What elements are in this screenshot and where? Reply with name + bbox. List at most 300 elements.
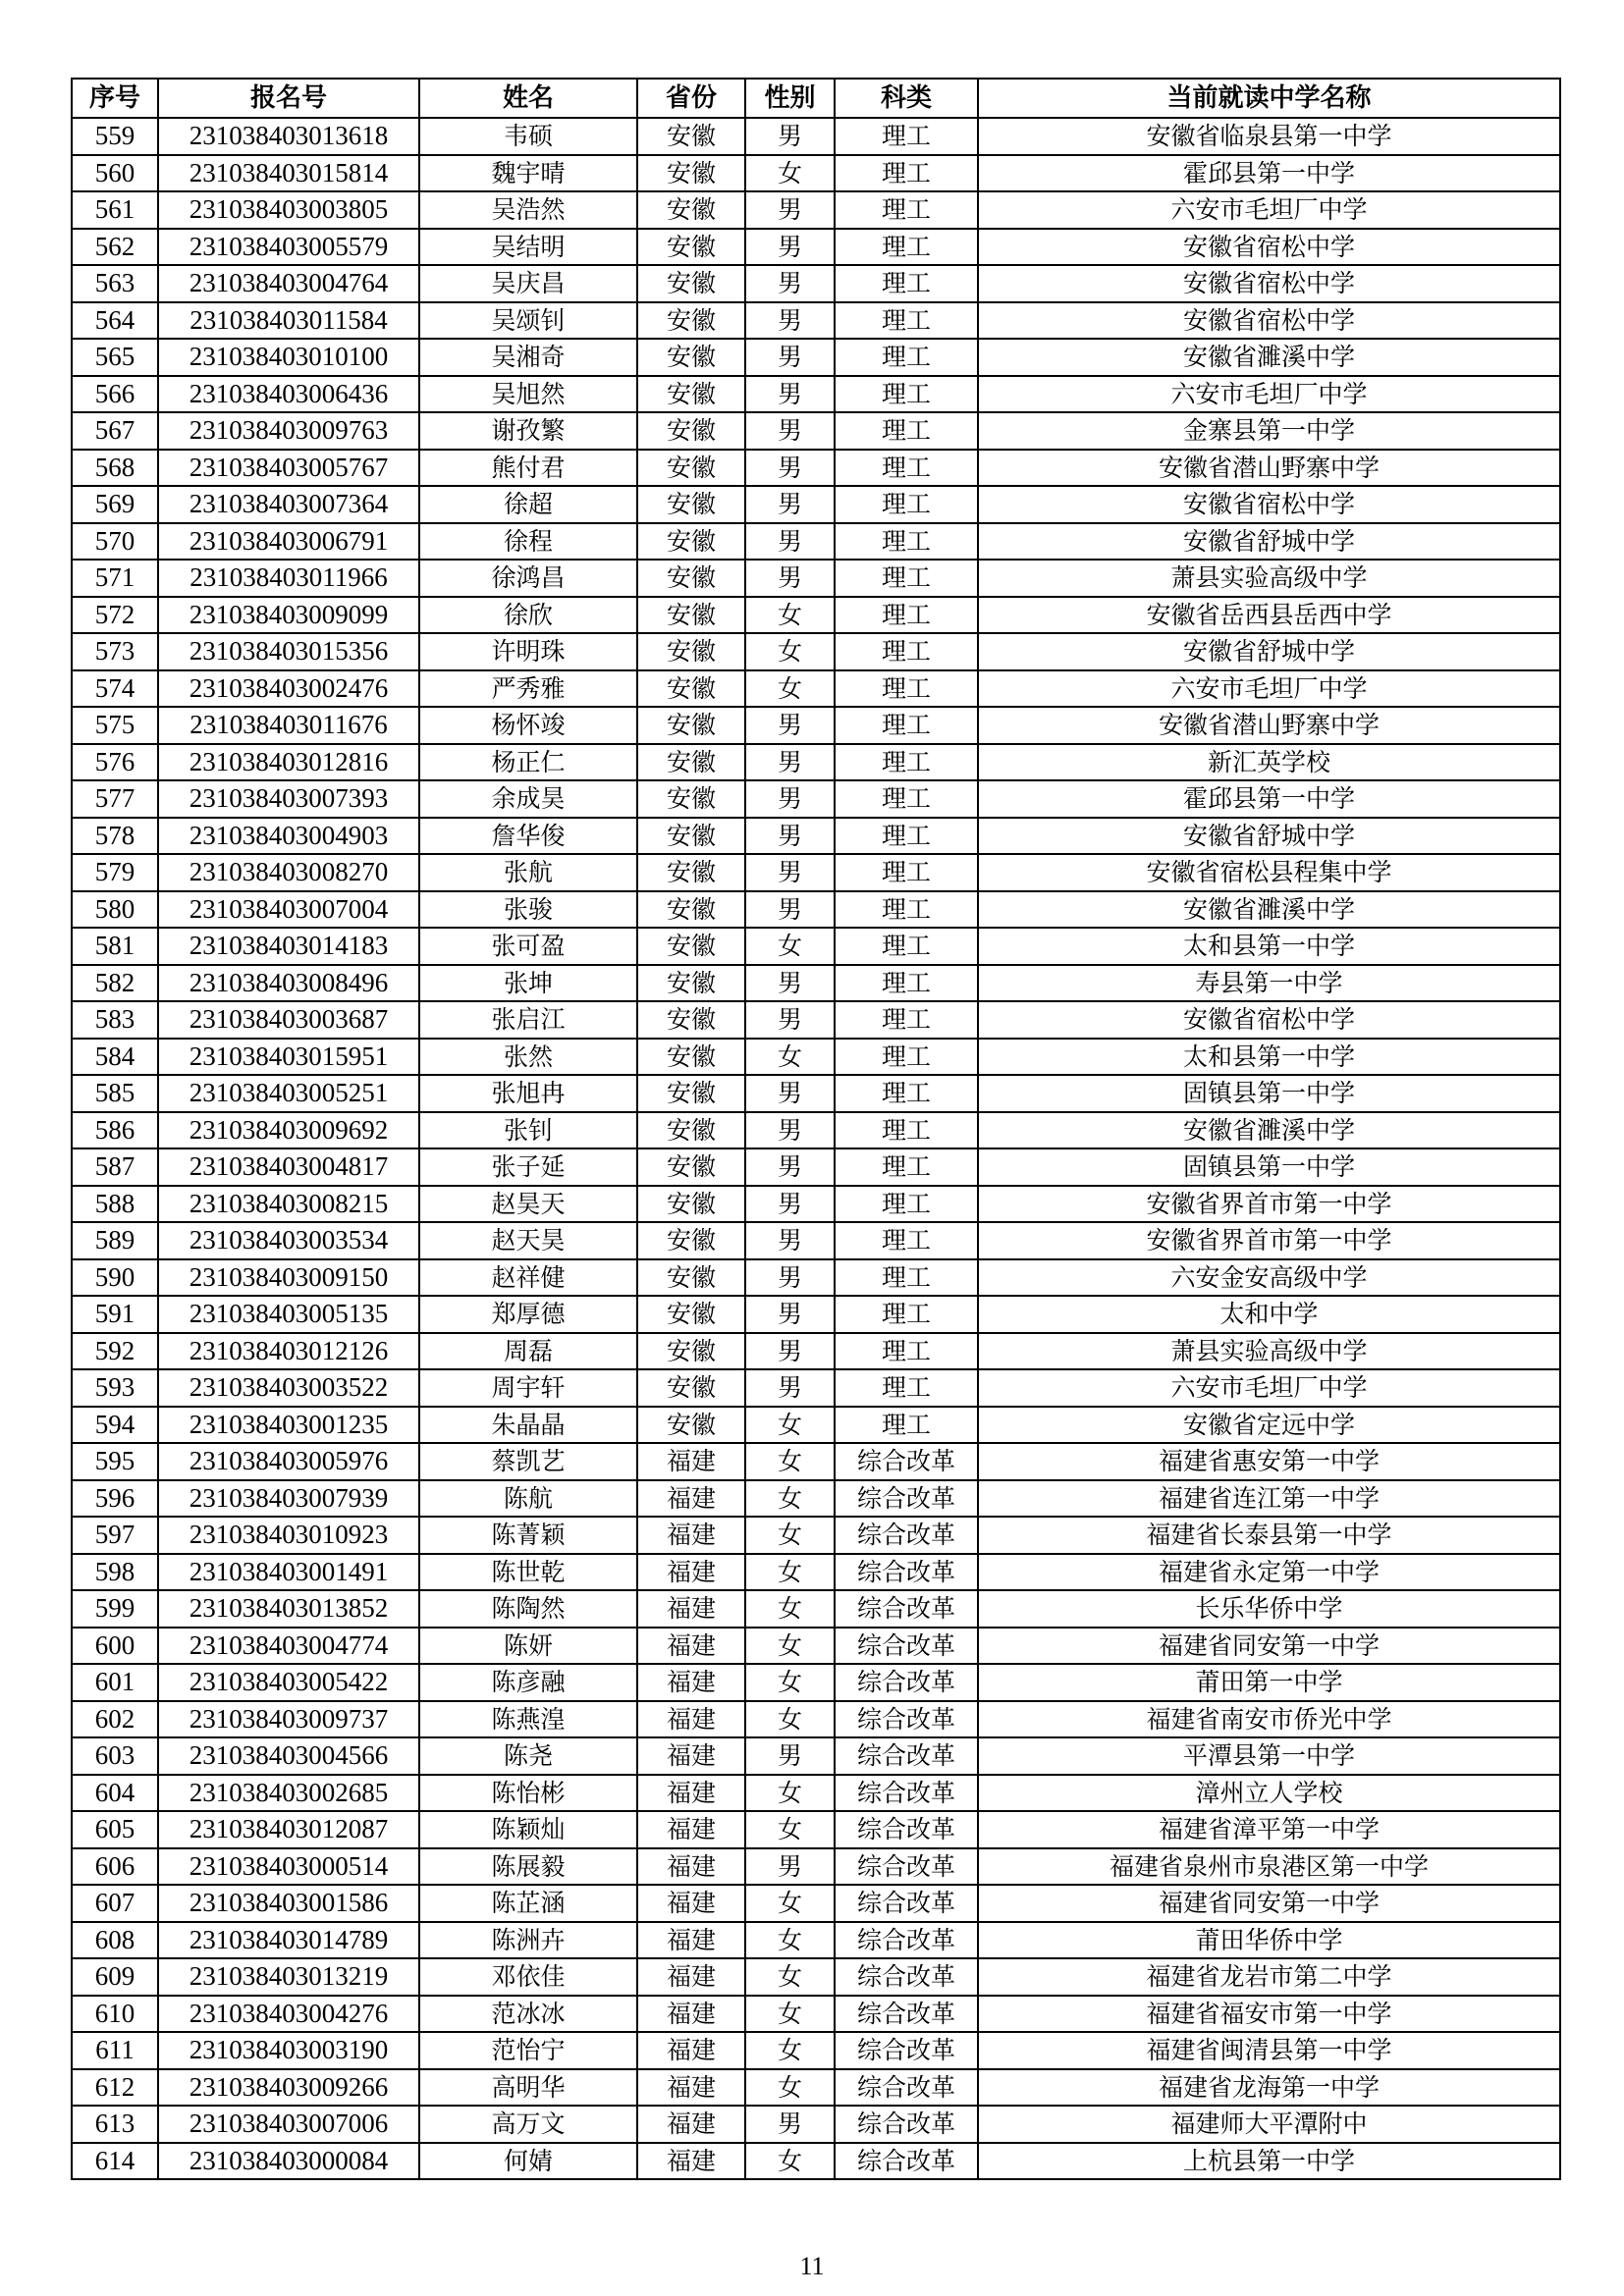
cell-gender: 男 [745,1001,835,1039]
cell-province: 安徽 [637,1001,745,1039]
cell-name: 高明华 [419,2069,637,2107]
cell-subject-category: 理工 [835,450,978,487]
cell-school-name: 六安市毛坦厂中学 [978,670,1560,708]
cell-name: 陈燕湟 [419,1701,637,1738]
cell-school-name: 福建省漳平第一中学 [978,1811,1560,1848]
table-row [72,1517,1560,1554]
cell-name: 陈颖灿 [419,1811,637,1848]
table-row [72,1590,1560,1628]
table-row [72,1001,1560,1039]
cell-serial: 570 [72,523,158,561]
cell-subject-category: 综合改革 [835,1517,978,1554]
cell-school-name: 固镇县第一中学 [978,1075,1560,1112]
table-row [72,1039,1560,1076]
page-number: 11 [799,2252,825,2280]
cell-subject-category: 理工 [835,1148,978,1186]
cell-subject-category: 理工 [835,1075,978,1112]
cell-serial: 604 [72,1775,158,1812]
cell-province: 安徽 [637,633,745,670]
cell-name: 何婧 [419,2143,637,2180]
table-row [72,155,1560,192]
cell-registration-number: 231038403005976 [158,1443,419,1480]
cell-serial: 598 [72,1554,158,1591]
cell-province: 安徽 [637,1369,745,1407]
cell-province: 福建 [637,1885,745,1922]
table-row [72,450,1560,487]
cell-registration-number: 231038403009692 [158,1112,419,1149]
table-row [72,1664,1560,1701]
cell-school-name: 安徽省濉溪中学 [978,891,1560,929]
table-row [72,1075,1560,1112]
cell-registration-number: 231038403004817 [158,1148,419,1186]
cell-serial: 603 [72,1737,158,1775]
cell-gender: 男 [745,744,835,781]
cell-school-name: 安徽省定远中学 [978,1407,1560,1444]
cell-school-name: 福建省惠安第一中学 [978,1443,1560,1480]
cell-subject-category: 理工 [835,1296,978,1333]
table-row [72,780,1560,818]
cell-registration-number: 231038403015814 [158,155,419,192]
cell-province: 福建 [637,1922,745,1959]
cell-serial: 572 [72,597,158,634]
cell-registration-number: 231038403001235 [158,1407,419,1444]
cell-subject-category: 综合改革 [835,1628,978,1665]
cell-subject-category: 综合改革 [835,2106,978,2143]
table-row [72,928,1560,965]
cell-name: 郑厚德 [419,1296,637,1333]
cell-registration-number: 231038403009763 [158,412,419,450]
cell-serial: 581 [72,928,158,965]
cell-subject-category: 理工 [835,376,978,413]
cell-subject-category: 理工 [835,560,978,597]
table-row [72,1333,1560,1370]
cell-name: 陈洲卉 [419,1922,637,1959]
cell-gender: 女 [745,1407,835,1444]
cell-subject-category: 理工 [835,339,978,376]
admission-list-table [71,78,1561,2180]
cell-province: 安徽 [637,1075,745,1112]
cell-province: 安徽 [637,265,745,302]
cell-subject-category: 综合改革 [835,1996,978,2033]
cell-gender: 女 [745,1480,835,1518]
cell-name: 张然 [419,1039,637,1076]
cell-subject-category: 理工 [835,1222,978,1259]
cell-province: 安徽 [637,523,745,561]
cell-school-name: 福建省长泰县第一中学 [978,1517,1560,1554]
cell-gender: 女 [745,1517,835,1554]
table-row [72,818,1560,855]
cell-name: 吴旭然 [419,376,637,413]
cell-name: 严秀雅 [419,670,637,708]
table-row [72,1112,1560,1149]
cell-serial: 584 [72,1039,158,1076]
cell-province: 福建 [637,1590,745,1628]
cell-subject-category: 理工 [835,1039,978,1076]
cell-gender: 男 [745,376,835,413]
cell-subject-category: 理工 [835,1333,978,1370]
table-row [72,1811,1560,1848]
cell-gender: 女 [745,1996,835,2033]
cell-registration-number: 231038403005422 [158,1664,419,1701]
cell-name: 杨怀竣 [419,707,637,744]
cell-name: 陈芷涵 [419,1885,637,1922]
cell-gender: 女 [745,1885,835,1922]
cell-school-name: 福建省同安第一中学 [978,1885,1560,1922]
cell-province: 福建 [637,1443,745,1480]
cell-registration-number: 231038403005767 [158,450,419,487]
cell-school-name: 安徽省宿松中学 [978,302,1560,340]
cell-school-name: 福建省福安市第一中学 [978,1996,1560,2033]
cell-province: 安徽 [637,486,745,523]
cell-name: 邓依佳 [419,1958,637,1996]
cell-gender: 女 [745,1775,835,1812]
cell-school-name: 上杭县第一中学 [978,2143,1560,2180]
cell-serial: 594 [72,1407,158,1444]
cell-province: 福建 [637,1701,745,1738]
cell-name: 张可盈 [419,928,637,965]
cell-subject-category: 理工 [835,191,978,229]
header-registration-number: 报名号 [158,79,419,118]
cell-gender: 男 [745,1296,835,1333]
cell-registration-number: 231038403008215 [158,1186,419,1223]
cell-province: 安徽 [637,376,745,413]
cell-subject-category: 综合改革 [835,1885,978,1922]
cell-gender: 男 [745,780,835,818]
cell-name: 赵祥健 [419,1259,637,1297]
table-row [72,1443,1560,1480]
cell-name: 徐鸿昌 [419,560,637,597]
cell-registration-number: 231038403000514 [158,1848,419,1886]
cell-name: 陈航 [419,1480,637,1518]
cell-subject-category: 综合改革 [835,2069,978,2107]
cell-serial: 596 [72,1480,158,1518]
cell-registration-number: 231038403008496 [158,965,419,1002]
cell-gender: 男 [745,450,835,487]
cell-province: 安徽 [637,744,745,781]
cell-subject-category: 理工 [835,155,978,192]
table-row [72,597,1560,634]
cell-subject-category: 理工 [835,818,978,855]
cell-subject-category: 理工 [835,229,978,266]
cell-school-name: 安徽省岳西县岳西中学 [978,597,1560,634]
cell-gender: 女 [745,1701,835,1738]
cell-school-name: 安徽省宿松中学 [978,229,1560,266]
cell-school-name: 福建省永定第一中学 [978,1554,1560,1591]
cell-serial: 585 [72,1075,158,1112]
cell-province: 福建 [637,1737,745,1775]
cell-gender: 女 [745,1811,835,1848]
cell-subject-category: 综合改革 [835,1811,978,1848]
table-row [72,302,1560,340]
cell-serial: 589 [72,1222,158,1259]
cell-name: 张旭冉 [419,1075,637,1112]
table-row [72,1259,1560,1297]
cell-province: 福建 [637,1848,745,1886]
cell-school-name: 六安市毛坦厂中学 [978,376,1560,413]
cell-registration-number: 231038403007004 [158,891,419,929]
cell-registration-number: 231038403007364 [158,486,419,523]
table-row [72,523,1560,561]
cell-serial: 607 [72,1885,158,1922]
cell-gender: 女 [745,2143,835,2180]
cell-serial: 568 [72,450,158,487]
cell-serial: 602 [72,1701,158,1738]
cell-serial: 600 [72,1628,158,1665]
table-row [72,1554,1560,1591]
cell-province: 福建 [637,2069,745,2107]
cell-subject-category: 综合改革 [835,2032,978,2069]
table-row [72,1848,1560,1886]
cell-subject-category: 理工 [835,707,978,744]
cell-registration-number: 231038403011676 [158,707,419,744]
cell-subject-category: 理工 [835,118,978,155]
cell-gender: 男 [745,1333,835,1370]
cell-school-name: 六安市毛坦厂中学 [978,191,1560,229]
cell-subject-category: 理工 [835,486,978,523]
table-row [72,1480,1560,1518]
table-row [72,2143,1560,2180]
table-row [72,2069,1560,2107]
table-row [72,1186,1560,1223]
cell-gender: 男 [745,265,835,302]
table-row [72,2106,1560,2143]
cell-province: 福建 [637,1664,745,1701]
cell-school-name: 安徽省濉溪中学 [978,1112,1560,1149]
cell-registration-number: 231038403006436 [158,376,419,413]
table-row [72,633,1560,670]
cell-school-name: 六安金安高级中学 [978,1259,1560,1297]
cell-registration-number: 231038403005251 [158,1075,419,1112]
cell-serial: 569 [72,486,158,523]
cell-school-name: 安徽省宿松中学 [978,486,1560,523]
cell-province: 安徽 [637,229,745,266]
cell-serial: 565 [72,339,158,376]
cell-name: 陈菁颖 [419,1517,637,1554]
cell-registration-number: 231038403003522 [158,1369,419,1407]
cell-school-name: 安徽省潜山野寨中学 [978,450,1560,487]
cell-registration-number: 231038403004276 [158,1996,419,2033]
cell-registration-number: 231038403005579 [158,229,419,266]
cell-serial: 599 [72,1590,158,1628]
cell-province: 安徽 [637,854,745,891]
cell-province: 福建 [637,1517,745,1554]
cell-subject-category: 理工 [835,265,978,302]
cell-serial: 583 [72,1001,158,1039]
cell-province: 安徽 [637,339,745,376]
table-row [72,1407,1560,1444]
cell-school-name: 福建省龙海第一中学 [978,2069,1560,2107]
cell-school-name: 安徽省舒城中学 [978,633,1560,670]
cell-gender: 女 [745,155,835,192]
cell-province: 安徽 [637,560,745,597]
cell-registration-number: 231038403012087 [158,1811,419,1848]
cell-gender: 女 [745,633,835,670]
cell-registration-number: 231038403015951 [158,1039,419,1076]
cell-serial: 559 [72,118,158,155]
cell-serial: 593 [72,1369,158,1407]
cell-registration-number: 231038403001586 [158,1885,419,1922]
cell-school-name: 福建省龙岩市第二中学 [978,1958,1560,1996]
cell-name: 余成昊 [419,780,637,818]
cell-registration-number: 231038403011584 [158,302,419,340]
cell-gender: 女 [745,597,835,634]
cell-gender: 女 [745,2032,835,2069]
cell-name: 朱晶晶 [419,1407,637,1444]
cell-name: 陈怡彬 [419,1775,637,1812]
cell-name: 魏宇晴 [419,155,637,192]
cell-school-name: 福建省南安市侨光中学 [978,1701,1560,1738]
table-row [72,891,1560,929]
cell-serial: 574 [72,670,158,708]
cell-province: 福建 [637,2106,745,2143]
cell-name: 徐程 [419,523,637,561]
table-row [72,339,1560,376]
cell-province: 安徽 [637,1407,745,1444]
cell-school-name: 萧县实验高级中学 [978,1333,1560,1370]
cell-serial: 612 [72,2069,158,2107]
cell-registration-number: 231038403003534 [158,1222,419,1259]
cell-serial: 571 [72,560,158,597]
cell-serial: 575 [72,707,158,744]
cell-school-name: 安徽省濉溪中学 [978,339,1560,376]
cell-registration-number: 231038403001491 [158,1554,419,1591]
cell-subject-category: 理工 [835,1369,978,1407]
cell-registration-number: 231038403010100 [158,339,419,376]
cell-province: 安徽 [637,302,745,340]
table-row [72,191,1560,229]
cell-name: 张启江 [419,1001,637,1039]
cell-serial: 586 [72,1112,158,1149]
cell-school-name: 太和县第一中学 [978,928,1560,965]
cell-province: 安徽 [637,928,745,965]
cell-school-name: 霍邱县第一中学 [978,780,1560,818]
cell-registration-number: 231038403004774 [158,1628,419,1665]
cell-gender: 男 [745,1148,835,1186]
cell-serial: 561 [72,191,158,229]
cell-gender: 女 [745,1039,835,1076]
table-row [72,1628,1560,1665]
cell-gender: 女 [745,1958,835,1996]
cell-name: 谢孜繁 [419,412,637,450]
cell-serial: 563 [72,265,158,302]
cell-province: 安徽 [637,412,745,450]
cell-gender: 男 [745,1848,835,1886]
table-row [72,1996,1560,2033]
cell-registration-number: 231038403014183 [158,928,419,965]
cell-province: 安徽 [637,191,745,229]
cell-serial: 576 [72,744,158,781]
cell-serial: 564 [72,302,158,340]
table-row [72,229,1560,266]
cell-gender: 男 [745,1259,835,1297]
cell-school-name: 霍邱县第一中学 [978,155,1560,192]
table-row [72,670,1560,708]
cell-school-name: 六安市毛坦厂中学 [978,1369,1560,1407]
cell-registration-number: 231038403013219 [158,1958,419,1996]
cell-registration-number: 231038403015356 [158,633,419,670]
cell-school-name: 安徽省界首市第一中学 [978,1222,1560,1259]
cell-province: 安徽 [637,1259,745,1297]
cell-gender: 男 [745,965,835,1002]
cell-gender: 男 [745,2106,835,2143]
table-header-row [72,79,1560,118]
cell-serial: 588 [72,1186,158,1223]
cell-serial: 590 [72,1259,158,1297]
cell-subject-category: 理工 [835,633,978,670]
cell-gender: 女 [745,1443,835,1480]
cell-serial: 577 [72,780,158,818]
cell-school-name: 福建省闽清县第一中学 [978,2032,1560,2069]
header-province: 省份 [637,79,745,118]
cell-name: 周宇轩 [419,1369,637,1407]
cell-province: 福建 [637,1775,745,1812]
cell-name: 陈尧 [419,1737,637,1775]
cell-name: 徐欣 [419,597,637,634]
cell-gender: 男 [745,191,835,229]
cell-subject-category: 综合改革 [835,1958,978,1996]
table-row [72,1222,1560,1259]
cell-registration-number: 231038403007939 [158,1480,419,1518]
cell-school-name: 安徽省宿松中学 [978,1001,1560,1039]
table-body [72,118,1560,2179]
cell-school-name: 福建省同安第一中学 [978,1628,1560,1665]
cell-serial: 580 [72,891,158,929]
cell-school-name: 安徽省潜山野寨中学 [978,707,1560,744]
cell-gender: 男 [745,339,835,376]
cell-subject-category: 综合改革 [835,1480,978,1518]
cell-school-name: 安徽省舒城中学 [978,818,1560,855]
cell-registration-number: 231038403004566 [158,1737,419,1775]
cell-school-name: 安徽省宿松县程集中学 [978,854,1560,891]
cell-serial: 579 [72,854,158,891]
cell-gender: 男 [745,229,835,266]
cell-gender: 男 [745,412,835,450]
cell-name: 杨正仁 [419,744,637,781]
cell-name: 吴浩然 [419,191,637,229]
cell-province: 安徽 [637,965,745,1002]
table-row [72,265,1560,302]
cell-province: 福建 [637,1628,745,1665]
cell-serial: 609 [72,1958,158,1996]
cell-registration-number: 231038403002685 [158,1775,419,1812]
cell-registration-number: 231038403009099 [158,597,419,634]
cell-school-name: 萧县实验高级中学 [978,560,1560,597]
cell-school-name: 福建省泉州市泉港区第一中学 [978,1848,1560,1886]
cell-gender: 男 [745,118,835,155]
cell-registration-number: 231038403014789 [158,1922,419,1959]
cell-school-name: 安徽省界首市第一中学 [978,1186,1560,1223]
cell-name: 詹华俊 [419,818,637,855]
cell-gender: 男 [745,1186,835,1223]
cell-registration-number: 231038403009150 [158,1259,419,1297]
cell-registration-number: 231038403003190 [158,2032,419,2069]
cell-school-name: 安徽省宿松中学 [978,265,1560,302]
table-row [72,376,1560,413]
cell-serial: 567 [72,412,158,450]
cell-province: 安徽 [637,1186,745,1223]
cell-name: 周磊 [419,1333,637,1370]
cell-name: 熊付君 [419,450,637,487]
cell-subject-category: 综合改革 [835,2143,978,2180]
cell-name: 吴湘奇 [419,339,637,376]
cell-province: 安徽 [637,1333,745,1370]
cell-gender: 女 [745,1664,835,1701]
cell-school-name: 长乐华侨中学 [978,1590,1560,1628]
cell-registration-number: 231038403009737 [158,1701,419,1738]
cell-name: 赵昊天 [419,1186,637,1223]
cell-registration-number: 231038403004764 [158,265,419,302]
cell-subject-category: 理工 [835,1407,978,1444]
